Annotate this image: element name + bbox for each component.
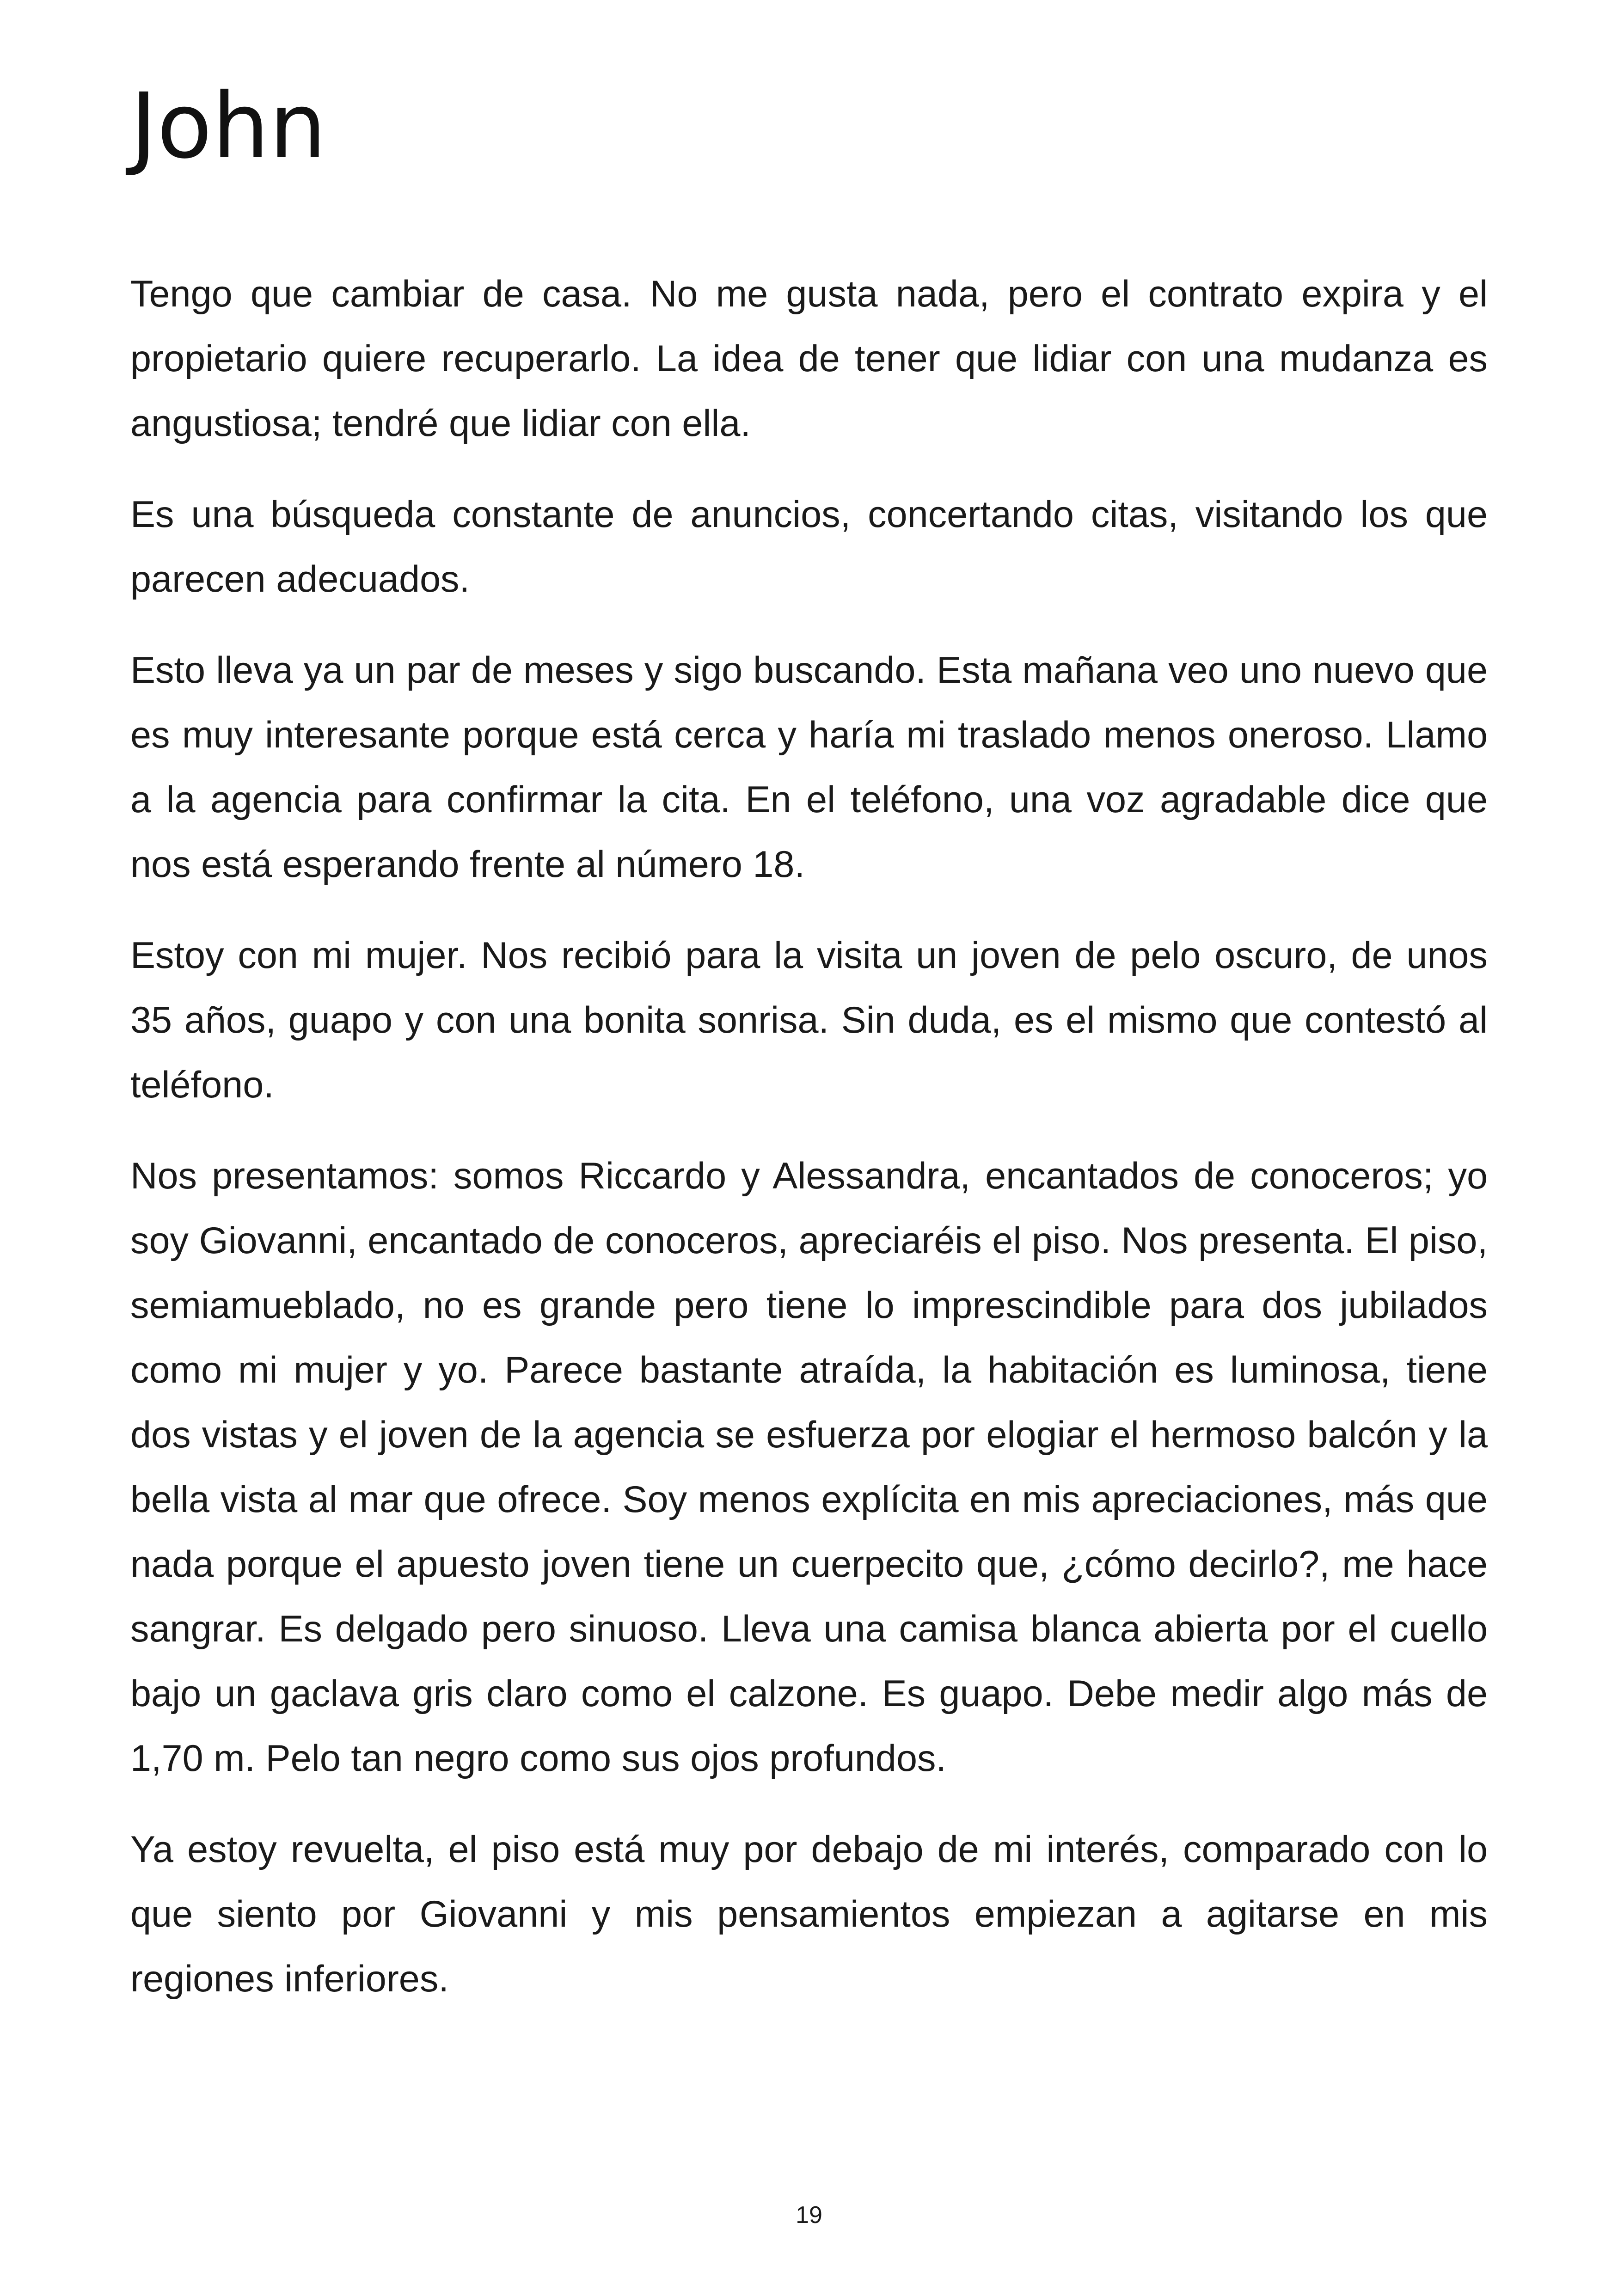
paragraph: Estoy con mi mujer. Nos recibió para la visita un joven de pelo oscuro, de unos 35 años, guapo y con una bonita sonrisa. Sin duda, es el mismo que contestó al teléfono. [130,935,1488,1106]
chapter-body [130,262,1488,2038]
chapter-title: John [130,73,326,178]
paragraph: Tengo que cambiar de casa. No me gusta nada, pero el contrato expira y el propietario quiere recuperarlo. La idea de tener que lidiar con una mudanza es angustiosa; tendré que lidiar con ella. [130,273,1488,444]
page-number: 19 [796,2202,822,2229]
paragraph: Es una búsqueda constante de anuncios, concertando citas, visitando los que parecen adecuados. [130,494,1488,600]
paragraph: Esto lleva ya un par de meses y sigo buscando. Esta mañana veo uno nuevo que es muy interesante porque está cerca y haría mi traslado menos oneroso. Llamo a la agencia para confirmar la cita. En el teléfono, una voz agradable dice que nos está esperando frente al número 18. [130,649,1488,885]
paragraph: Nos presentamos: somos Riccardo y Alessandra, encantados de conoceros; yo soy Giovanni, encantado de conoceros, apreciaréis el piso. Nos presenta. El piso, semiamueblado, no es grande pero tiene lo imprescindible para dos jubilados como mi mujer y yo. Parece bastante atraída, la habitación es luminosa, tiene dos vistas y el joven de la agencia se esfuerza por elogiar el hermoso balcón y la bella vista al mar que ofrece. Soy menos explícita en mis apreciaciones, más que nada porque el apuesto joven tiene un cuerpecito que, ¿cómo decirlo?, me hace sangrar. Es delgado pero sinuoso. Lleva una camisa blanca abierta por el cuello bajo un gaclava gris claro como el calzone. Es guapo. Debe medir algo más de 1,70 m. Pelo tan negro como sus ojos profundos. [130,1155,1488,1779]
paragraph: Ya estoy revuelta, el piso está muy por debajo de mi interés, comparado con lo que siento por Giovanni y mis pensamientos empiezan a agitarse en mis regiones inferiores. [130,1829,1488,2000]
